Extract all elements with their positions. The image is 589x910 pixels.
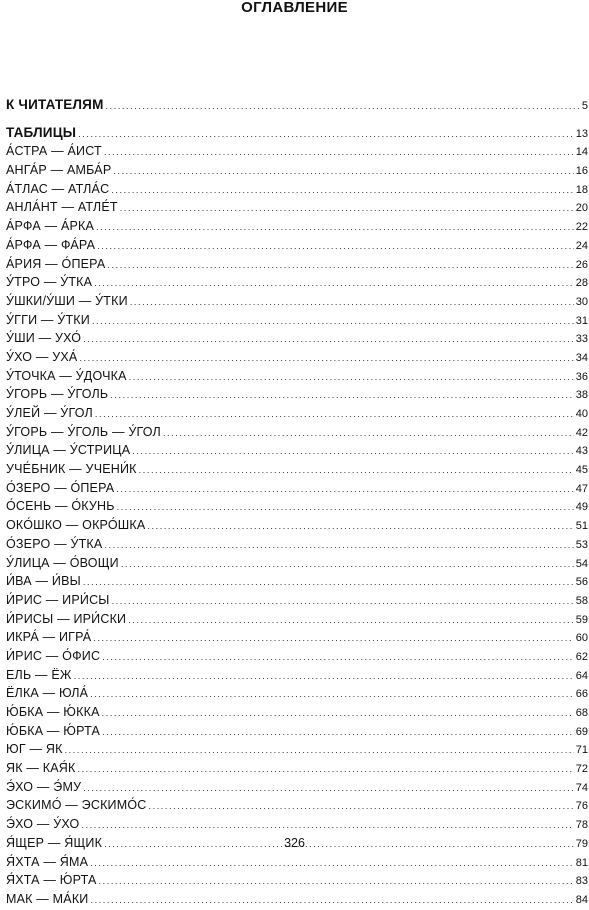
toc-entry — [6, 628, 588, 647]
dot-leader — [93, 629, 573, 648]
toc-entry-label: О́ЗЕРО — О́ПЕРА — [6, 480, 115, 495]
toc-entry-label: И́РИСЫ — ИРИ́СКИ — [6, 611, 127, 626]
toc-entry-page: 28 — [575, 277, 588, 290]
toc-entry-label: Я́ХТА — Я́МА — [6, 854, 89, 869]
toc-entry-page: 24 — [575, 239, 588, 252]
toc-entry-label: АНГА́Р — АМБА́Р — [6, 163, 112, 178]
dot-leader — [113, 162, 573, 181]
dot-leader — [106, 97, 580, 116]
toc-entry-label: У́ШКИ/У́ШИ — У́ТКИ — [6, 293, 128, 308]
toc-entry-page: 66 — [575, 688, 588, 701]
toc-entry-label: И́РИС — ИРИ́СЫ — [6, 592, 110, 607]
toc-entry — [6, 890, 588, 909]
dot-leader — [94, 274, 574, 293]
toc-entry-label: ЁЛКА — ЮЛА́ — [6, 686, 89, 701]
toc-entry-label: У́ГОРЬ — У́ГОЛЬ — У́ГОЛ — [6, 424, 161, 439]
toc-entry-page: 72 — [575, 763, 588, 776]
toc-entry-label: ЯК — КАЯ́К — [6, 761, 76, 776]
dot-leader — [83, 573, 574, 592]
dot-leader — [95, 405, 574, 424]
dot-leader — [104, 143, 574, 162]
toc-entry-label: ЭСКИМО́ — ЭСКИМО́С — [6, 798, 147, 813]
page-title: ОГЛАВЛЕНИЕ — [241, 0, 348, 16]
toc-entry-label: ЕЛЬ — ЁЖ — [6, 667, 72, 682]
toc-entry — [6, 740, 588, 759]
toc-entry-page: 18 — [575, 183, 588, 196]
toc-entry-page: 47 — [575, 482, 588, 495]
toc-entry-page: 16 — [575, 165, 588, 178]
toc-entry-label: У́ШИ — УХО́ — [6, 331, 82, 346]
dot-leader — [117, 498, 574, 517]
dot-leader — [104, 536, 573, 555]
toc-entry-page: 54 — [575, 557, 588, 570]
toc-entry-label: АНЛА́НТ — АТЛЕ́Т — [6, 200, 118, 215]
toc-entry-label: У́ГГИ — У́ТКИ — [6, 312, 90, 327]
dot-leader — [112, 592, 574, 611]
toc-entry-page: 13 — [575, 127, 588, 140]
toc-entry-label: К ЧИТАТЕЛЯМ — [6, 97, 104, 112]
toc-entry — [6, 871, 588, 890]
toc-entry — [6, 610, 588, 629]
toc-entry-page: 43 — [575, 445, 588, 458]
toc-entry — [6, 180, 588, 199]
toc-entry-page: 53 — [575, 538, 588, 551]
toc-entry-label: И́ВА — И́ВЫ — [6, 574, 81, 589]
dot-leader — [132, 442, 573, 461]
toc-entry-label: ТАБЛИЦЫ — [6, 124, 77, 140]
dot-leader — [83, 330, 574, 349]
toc-entry-label: ИКРА́ — ИГРА́ — [6, 630, 92, 645]
toc-entry — [6, 853, 588, 872]
toc-entry-label: И́РИС — О́ФИС — [6, 648, 101, 663]
toc-entry-label: А́СТРА — А́ИСТ — [6, 144, 102, 159]
toc-entry — [6, 367, 588, 386]
toc-entry-page: 56 — [575, 576, 588, 589]
toc-section — [6, 124, 588, 143]
dot-leader — [92, 312, 574, 331]
toc-entry-label: А́ТЛАС — АТЛА́С — [6, 181, 110, 196]
dot-leader — [96, 218, 574, 237]
toc-entry — [6, 217, 588, 236]
toc-entry-page: 59 — [575, 613, 588, 626]
toc-entry — [6, 236, 588, 255]
dot-leader — [149, 797, 574, 816]
toc-entry-page: 45 — [575, 464, 588, 477]
toc-entry-page: 58 — [575, 594, 588, 607]
toc-entry-page: 68 — [575, 707, 588, 719]
toc-entry-page: 79 — [575, 837, 588, 850]
toc-entry — [6, 516, 588, 535]
dot-leader — [97, 237, 574, 256]
toc-entry-label: У́ЛИЦА — У́СТРИЦА — [6, 443, 131, 458]
toc-entry — [6, 722, 588, 741]
toc-entry-label: УЧЕ́БНИК — УЧЕНИ́К — [6, 462, 137, 477]
toc-entry — [6, 198, 588, 217]
toc-entry — [6, 572, 588, 591]
toc-entry-page: 5 — [581, 100, 588, 112]
dot-leader — [110, 386, 573, 405]
toc-entry-label: Ю́БКА — Ю́РТА — [6, 723, 101, 738]
toc-entry-label: ОКО́ШКО — ОКРО́ШКА — [6, 518, 146, 533]
toc-entry-page: 14 — [575, 146, 588, 159]
toc-entry-page: 33 — [575, 333, 588, 346]
toc-entry — [6, 796, 588, 815]
toc-entry-page: 64 — [575, 669, 588, 682]
toc-entry — [6, 161, 588, 180]
toc-entry-label: Я́ЩЕР — Я́ЩИК — [6, 835, 103, 850]
toc-entry — [6, 292, 588, 311]
toc-entry — [6, 404, 588, 423]
dot-leader — [147, 517, 573, 536]
dot-leader — [77, 760, 573, 779]
toc-entry-label: А́РФА — ФА́РА — [6, 237, 96, 252]
toc-entry — [6, 591, 588, 610]
toc-entry-page: 78 — [575, 819, 588, 832]
toc-entry-label: Э́ХО — У́ХО — [6, 817, 80, 832]
toc-entry-page: 42 — [575, 426, 588, 439]
toc-entry — [6, 684, 588, 703]
toc-entry — [6, 497, 588, 516]
dot-leader — [78, 125, 574, 144]
dot-leader — [99, 872, 574, 891]
toc-entry-page: 71 — [575, 744, 588, 757]
toc-entry-page: 36 — [575, 370, 588, 383]
toc-entry-label: ЮГ — ЯК — [6, 742, 63, 757]
toc-entry — [6, 385, 588, 404]
toc-entry — [6, 273, 588, 292]
toc-entry-page: 22 — [575, 221, 588, 234]
toc-entry-label: Я́ХТА — Ю́РТА — [6, 873, 97, 888]
toc-entry-label: А́РФА — А́РКА — [6, 219, 95, 234]
toc-entry-label: У́ЛЕЙ — У́ГОЛ — [6, 406, 93, 420]
dot-leader — [121, 555, 574, 574]
toc-entry-page: 40 — [575, 408, 588, 420]
dot-leader — [83, 779, 574, 798]
toc-entry-page: 84 — [575, 893, 588, 906]
toc-entry — [6, 329, 588, 348]
toc-entry — [6, 554, 588, 573]
toc-entry — [6, 255, 588, 274]
dot-leader — [91, 891, 574, 910]
toc-entry-page: 60 — [575, 632, 588, 645]
toc-entry-page: 74 — [575, 781, 588, 794]
dot-leader — [130, 293, 574, 312]
toc-entry-page: 62 — [575, 650, 588, 663]
toc-entry-page: 34 — [575, 351, 588, 364]
dot-leader — [102, 648, 574, 667]
toc-entry-label: У́ГОРЬ — У́ГОЛЬ — [6, 387, 109, 402]
toc-entry-label: У́ТОЧКА — У́ДОЧКА — [6, 368, 127, 383]
toc-entry-label: Э́ХО — Э́МУ — [6, 779, 82, 794]
toc-entry-page: 49 — [575, 501, 588, 514]
toc-entry — [6, 348, 588, 367]
toc-entry-page: 81 — [575, 856, 588, 869]
toc-entry — [6, 142, 588, 161]
toc-entry-page: 20 — [575, 202, 588, 215]
dot-leader — [111, 181, 573, 200]
toc-entry-page: 69 — [575, 725, 588, 738]
toc-section — [6, 96, 588, 115]
toc-entry-page: 83 — [575, 875, 588, 888]
toc-entry — [6, 479, 588, 498]
dot-leader — [81, 816, 573, 835]
dot-leader — [74, 667, 574, 686]
toc-entry-label: О́СЕНЬ — О́КУНЬ — [6, 499, 115, 514]
dot-leader — [90, 854, 574, 873]
toc-entry-label: А́РИЯ — О́ПЕРА — [6, 256, 106, 271]
toc-entry — [6, 460, 588, 479]
toc-entry-page: 76 — [575, 800, 588, 813]
toc-entry-page: 30 — [575, 295, 588, 308]
dot-leader — [65, 741, 574, 760]
toc-entry-label: О́ЗЕРО — У́ТКА — [6, 536, 103, 551]
toc-entry-page: 31 — [575, 314, 588, 327]
dot-leader — [128, 611, 574, 630]
toc-entry — [6, 703, 588, 722]
dot-leader — [79, 349, 573, 368]
toc-entry — [6, 441, 588, 460]
toc-entry — [6, 759, 588, 778]
toc-entry-label: МАК — МА́КИ — [6, 891, 89, 906]
dot-leader — [129, 368, 574, 387]
toc-entry — [6, 666, 588, 685]
toc-entry — [6, 535, 588, 554]
toc-entry-label: Ю́БКА — Ю́ККА — [6, 705, 100, 719]
dot-leader — [107, 256, 573, 275]
toc-entry-page: 38 — [575, 389, 588, 402]
toc-entry-label: У́ЛИЦА — О́ВОЩИ — [6, 555, 119, 570]
dot-leader — [120, 199, 574, 218]
toc-entry-page: 26 — [575, 258, 588, 271]
toc-entry — [6, 423, 588, 442]
dot-leader — [90, 685, 574, 704]
dot-leader — [102, 723, 574, 742]
toc-entry — [6, 815, 588, 834]
toc-entry — [6, 311, 588, 330]
toc-entry-page: 51 — [575, 520, 588, 533]
toc-entry-label: У́ТРО — У́ТКА — [6, 275, 93, 290]
dot-leader — [139, 461, 574, 480]
toc-entry — [6, 647, 588, 666]
table-of-contents — [6, 96, 588, 909]
dot-leader — [163, 424, 574, 443]
dot-leader — [102, 704, 574, 723]
toc-entry — [6, 778, 588, 797]
page-number: 326 — [284, 836, 305, 850]
dot-leader — [116, 480, 573, 499]
toc-entry-label: У́ХО — УХА́ — [6, 349, 78, 364]
